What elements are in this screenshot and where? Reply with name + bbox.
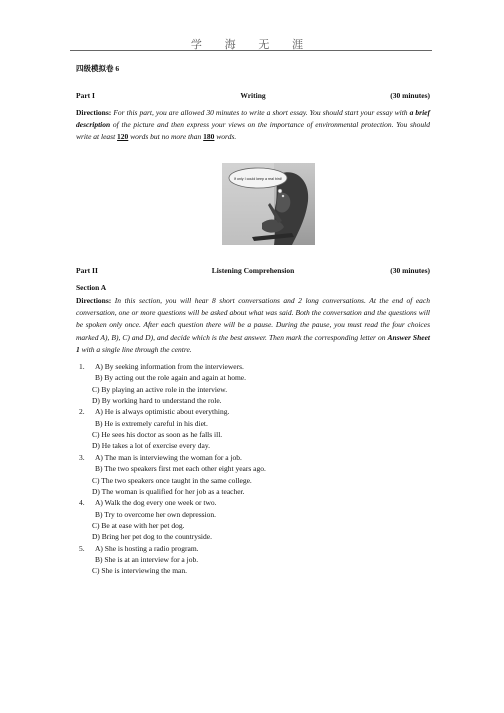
part1-name: Writing xyxy=(240,91,266,100)
answer-option[interactable]: A) Walk the dog every one week or two. xyxy=(95,498,217,508)
question-number: 2. xyxy=(79,407,85,417)
speech-bubble-text: If only I could keep a real bird! xyxy=(234,177,282,181)
answer-option[interactable]: D) He takes a lot of exercise every day. xyxy=(92,441,211,451)
question-number: 4. xyxy=(79,498,85,508)
answer-option[interactable]: D) Bring her pet dog to the countryside. xyxy=(92,532,212,542)
answer-option[interactable]: B) The two speakers first met each other eight years ago. xyxy=(95,464,266,474)
directions-text: For this part, you are allowed 30 minutes to write a short essay. You should start your essay with xyxy=(111,108,410,117)
directions-label: Directions: xyxy=(76,296,112,305)
part1-directions xyxy=(76,107,430,144)
answer-option[interactable]: A) By seeking information from the interviewers. xyxy=(95,362,244,371)
directions-text: with a single line through the centre. xyxy=(79,344,192,354)
question-number: 5. xyxy=(79,543,85,553)
question-number: 3. xyxy=(79,452,85,462)
header-divider xyxy=(70,50,432,51)
document-title: 四级模拟卷 6 xyxy=(76,64,120,73)
section-a-label: Section A xyxy=(76,283,107,292)
answer-option[interactable]: B) She is at an interview for a job. xyxy=(95,554,199,564)
max-words: 180 xyxy=(203,132,215,142)
question-number: 1. xyxy=(79,362,85,371)
part2-label: Part II xyxy=(76,266,98,275)
writing-prompt-picture xyxy=(222,163,315,245)
answer-option[interactable]: A) She is hosting a radio program. xyxy=(95,543,199,553)
directions-text: words. xyxy=(214,132,237,142)
directions-text: of the picture and then express your views on the importance of environmental protection. You should write at least xyxy=(76,120,430,142)
part1-time: (30 minutes) xyxy=(390,91,430,100)
page-header: 学 海 无 涯 xyxy=(190,39,314,51)
answer-option[interactable]: D) By working hard to understand the role. xyxy=(92,396,222,406)
answer-option[interactable]: C) The two speakers once taught in the same college. xyxy=(92,475,252,485)
answer-sheet-label: Answer Sheet 1 xyxy=(76,332,430,354)
directions-emphasis: a brief description xyxy=(76,108,430,130)
answer-option[interactable]: C) She is interviewing the man. xyxy=(92,566,187,576)
part1-label: Part I xyxy=(76,91,95,100)
answer-option[interactable]: D) The woman is qualified for her job as a teacher. xyxy=(92,486,245,496)
min-words: 120 xyxy=(117,132,129,142)
answer-option[interactable]: C) Be at ease with her pet dog. xyxy=(92,520,185,530)
directions-label: Directions: xyxy=(76,108,112,117)
answer-option[interactable]: A) He is always optimistic about everything. xyxy=(95,407,230,417)
part2-name: Listening Comprehension xyxy=(211,266,295,275)
part2-directions xyxy=(76,295,430,356)
answer-option[interactable]: C) He sees his doctor as soon as he falls ill. xyxy=(92,430,223,440)
directions-text: words but no more than xyxy=(128,132,204,142)
answer-option[interactable]: C) By playing an active role in the interview. xyxy=(92,384,228,394)
part2-time: (30 minutes) xyxy=(390,266,430,275)
directions-text: In this section, you will hear 8 short conversations and 2 long conversations. At the end of each conversation, one or more questions will be asked about what was said. Both the conversation and the questions will be spoken only once. After each question there will be a pause. During the pause, you must read the four choices marked A), B), C) and D), and decide which is the best answer. Then mark the corresponding letter on xyxy=(76,296,430,342)
answer-option[interactable]: A) The man is interviewing the woman for a job. xyxy=(95,452,242,462)
answer-option[interactable]: B) By acting out the role again and again at home. xyxy=(95,373,246,383)
answer-option[interactable]: B) He is extremely careful in his diet. xyxy=(95,418,208,428)
answer-option[interactable]: B) Try to overcome her own depression. xyxy=(95,509,217,519)
